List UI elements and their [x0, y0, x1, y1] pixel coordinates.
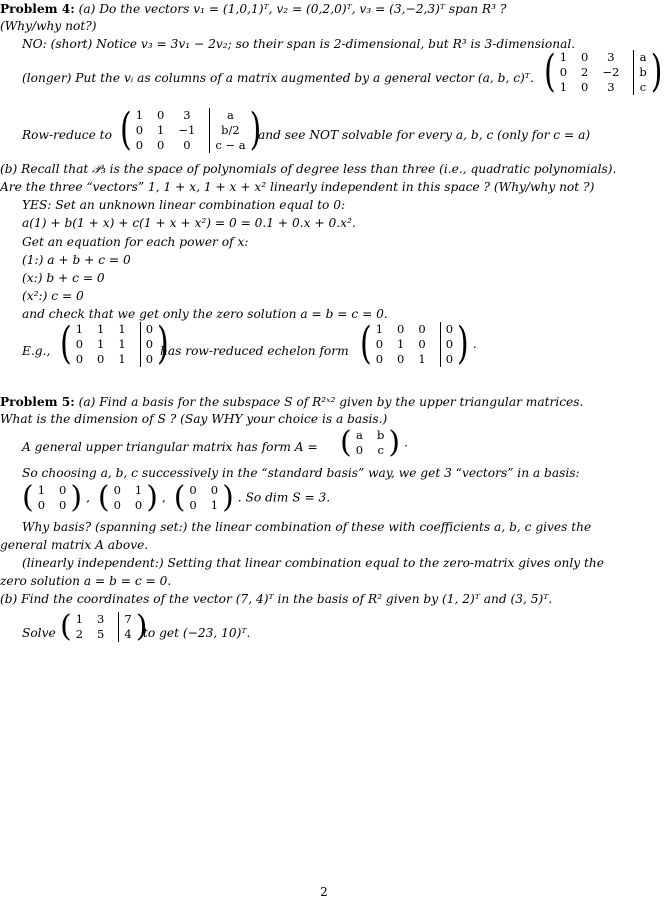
matrix-cell: 1: [157, 123, 165, 137]
matrix-cell: 0: [581, 50, 589, 64]
matrix-cell: 1: [97, 337, 105, 351]
matrix-cell: 0: [418, 337, 426, 351]
matrix-cell: 0: [375, 352, 384, 366]
matrix-cell: 3: [183, 108, 191, 122]
standard-basis-text: So choosing a, b, c successively in the “standard basis” way, we get 3 “vectors” in a basis:: [22, 466, 580, 480]
rowreduce-post: and see NOT solvable for every a, b, c (only for c = a): [258, 128, 591, 142]
matrix-cell: 1: [97, 322, 105, 336]
matrix-cell: 1: [397, 337, 405, 351]
matrix-cell: 0: [581, 80, 589, 94]
matrix-example: ( 1 1 1 0 0 1 1 0 0 0 1 0 ): [60, 318, 169, 370]
matrix-cell: 1: [135, 108, 144, 122]
matrix-cell: 0: [59, 483, 67, 497]
matrix-cell: 0: [189, 483, 197, 497]
matrix-cell: 3: [607, 80, 615, 94]
zero-solution-check: and check that we get only the zero solution a = b = c = 0.: [22, 307, 388, 321]
matrix-cell: 0: [140, 322, 153, 337]
problem-4-line-1: [0, 2, 506, 17]
matrix-augmented-1: ( 1 0 3 a 0 2 −2 b 1 0 3 c ): [544, 46, 663, 98]
matrix-cell: 0: [157, 138, 165, 152]
matrix-cell: a: [633, 50, 646, 65]
matrix-cell: 0: [397, 352, 405, 366]
matrix-cell: 0: [140, 352, 153, 367]
matrix-cell: 7: [118, 612, 131, 627]
matrix-cell: 2: [581, 65, 589, 79]
why-basis-1: Why basis? (spanning set:) the linear combination of these with coefficients a, b, c gives the: [22, 520, 592, 534]
problem-5-line-1: [0, 395, 583, 410]
answer-short: NO: (short) Notice v₃ = 3v₁ − 2v₂; so their span is 2-dimensional, but R³ is 3-dimensional.: [22, 37, 576, 51]
matrix-cell: 0: [97, 352, 105, 366]
matrix-cell: 4: [118, 627, 131, 642]
why-basis-2: general matrix A above.: [0, 538, 149, 552]
problem-4a-question-cont: (Why/why not?): [0, 19, 97, 33]
lin-indep-1: (linearly independent:) Setting that linear combination equal to the zero-matrix gives only the: [22, 556, 604, 570]
matrix-cell: a: [209, 108, 245, 123]
matrix-cell: 0: [440, 337, 453, 352]
page-number: 2: [320, 885, 328, 899]
matrix-cell: b: [377, 428, 385, 442]
solution-result: to get (−23, 10)ᵀ.: [143, 626, 251, 640]
matrix-cell: 1: [37, 483, 46, 497]
problem-4-title: Problem 4:: [0, 2, 75, 16]
equation-1: (1:) a + b + c = 0: [22, 253, 131, 267]
get-equations: Get an equation for each power of x:: [22, 235, 249, 249]
matrix-cell: 0: [559, 65, 568, 79]
matrix-echelon: ( 1 0 0 0 0 1 0 0 0 0 1 0 ) .: [360, 318, 477, 370]
matrix-cell: 1: [418, 352, 426, 366]
matrix-cell: 0: [113, 498, 121, 512]
matrix-cell: 0: [134, 498, 143, 512]
matrix-cell: −1: [178, 123, 196, 137]
matrix-cell: b: [633, 65, 646, 80]
matrix-cell: −2: [602, 65, 620, 79]
matrix-solve: ( 1 3 7 2 5 4 ): [60, 609, 148, 644]
matrix-cell: 1: [118, 322, 126, 336]
matrix-cell: 0: [183, 138, 191, 152]
matrix-cell: 5: [97, 627, 105, 641]
problem-5a-question: (a) Find a basis for the subspace S of R²ˣ² given by the upper triangular matrices.: [78, 395, 584, 409]
basis-matrices: ( 1 0 0 0 ) , ( 0 1 0 0 ) , ( 0 0 0 1 ) . So dim S = 3.: [22, 480, 331, 515]
matrix-cell: 2: [75, 627, 84, 641]
problem-4b-question-2: Are the three “vectors” 1, 1 + x, 1 + x + x² linearly independent in this space ? (Why/why not ?): [0, 180, 595, 194]
matrix-cell: 1: [210, 498, 219, 512]
general-form: A general upper triangular matrix has form A =: [22, 440, 318, 454]
matrix-cell: 0: [113, 483, 121, 497]
matrix-cell: 1: [118, 352, 126, 366]
matrix-cell: 3: [97, 612, 105, 626]
matrix-cell: c: [377, 443, 384, 457]
equation-combination: a(1) + b(1 + x) + c(1 + x + x²) = 0 = 0.1 + 0.x + 0.x².: [22, 216, 356, 230]
problem-5-title: Problem 5:: [0, 395, 75, 409]
rowreduce-pre: Row-reduce to: [22, 128, 112, 142]
problem-4b-question-1: (b) Recall that 𝒫₃ is the space of polynomials of degree less than three (i.e., quadratic polynomials).: [0, 162, 617, 176]
matrix-cell: 0: [140, 337, 153, 352]
matrix-cell: 0: [397, 322, 405, 336]
matrix-cell: 1: [134, 483, 143, 497]
problem-5b-question: (b) Find the coordinates of the vector (7, 4)ᵀ in the basis of R² given by (1, 2)ᵀ and (3, 5)ᵀ.: [0, 592, 553, 606]
matrix-cell: 3: [607, 50, 615, 64]
matrix-cell: 0: [440, 352, 453, 367]
answer-longer: (longer) Put the vᵢ as columns of a matrix augmented by a general vector (a, b, c)ᵀ.: [22, 71, 534, 85]
equation-x: (x:) b + c = 0: [22, 271, 105, 285]
problem-4a-question: (a) Do the vectors v₁ = (1,0,1)ᵀ, v₂ = (0,2,0)ᵀ, v₃ = (3,−2,3)ᵀ span R³ ?: [78, 2, 507, 16]
eg-label: E.g.,: [22, 344, 51, 358]
matrix-cell: 1: [375, 322, 384, 336]
matrix-cell: 0: [375, 337, 384, 351]
matrix-cell: 0: [355, 443, 364, 457]
matrix-cell: 0: [37, 498, 46, 512]
matrix-cell: 1: [75, 612, 84, 626]
matrix-cell: 0: [418, 322, 426, 336]
matrix-cell: 1: [559, 50, 568, 64]
matrix-cell: 0: [210, 483, 219, 497]
problem-5a-question-cont: What is the dimension of S ? (Say WHY your choice is a basis.): [0, 412, 388, 426]
matrix-rowreduced-1: ( 1 0 3 a 0 1 −1 b/2 0 0 0 c − a ): [120, 104, 262, 156]
echelon-label: has row-reduced echelon form: [160, 344, 349, 358]
lin-indep-2: zero solution a = b = c = 0.: [0, 574, 172, 588]
matrix-cell: 1: [118, 337, 126, 351]
matrix-cell: 1: [75, 322, 84, 336]
matrix-cell: 0: [157, 108, 165, 122]
matrix-cell: c: [633, 80, 646, 95]
solve-label: Solve: [22, 626, 56, 640]
matrix-cell: 0: [135, 138, 144, 152]
matrix-cell: 0: [75, 352, 84, 366]
matrix-cell: 1: [559, 80, 568, 94]
matrix-cell: b/2: [209, 123, 245, 138]
matrix-cell: 0: [189, 498, 197, 512]
matrix-cell: a: [355, 428, 363, 442]
matrix-cell: 0: [135, 123, 144, 137]
matrix-cell: 0: [440, 322, 453, 337]
answer-yes: YES: Set an unknown linear combination equal to 0:: [22, 198, 346, 212]
matrix-general-A: ( a b 0 c ) .: [340, 425, 409, 460]
matrix-cell: c − a: [209, 138, 245, 153]
matrix-cell: 0: [75, 337, 84, 351]
equation-x2: (x²:) c = 0: [22, 289, 84, 303]
matrix-cell: 0: [59, 498, 67, 512]
